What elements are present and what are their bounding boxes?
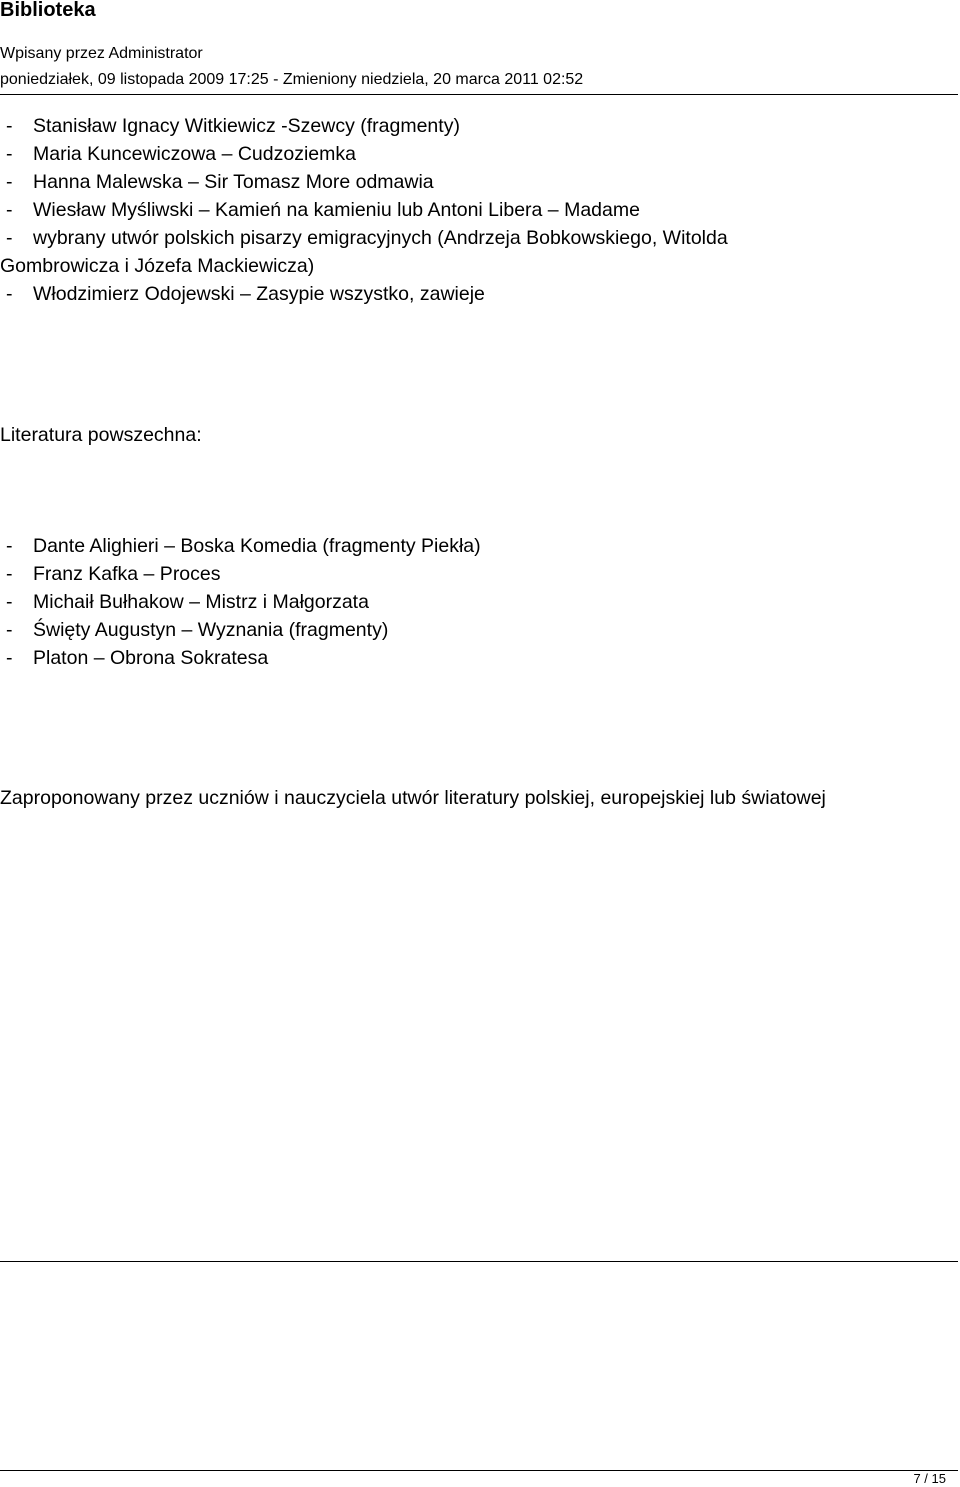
list-item: - Maria Kuncewiczowa – Cudzoziemka (6, 143, 356, 165)
list-item-continuation: Gombrowicza i Józefa Mackiewicza) (0, 255, 315, 277)
list-item: - Włodzimierz Odojewski – Zasypie wszystko, zawieje (6, 283, 485, 305)
list-item: - Franz Kafka – Proces (6, 563, 221, 585)
footer-divider (0, 1470, 958, 1471)
date-line: poniedziałek, 09 listopada 2009 17:25 - Zmieniony niedziela, 20 marca 2011 02:52 (0, 71, 584, 88)
list-item: - Wiesław Myśliwski – Kamień na kamieniu lub Antoni Libera – Madame (6, 199, 640, 221)
list-item: - Święty Augustyn – Wyznania (fragmenty) (6, 619, 389, 641)
list-item: - Michaił Bułhakow – Mistrz i Małgorzata (6, 591, 369, 613)
site-title: Biblioteka (0, 0, 96, 21)
proposed-work-line: Zaproponowany przez uczniów i nauczyciela utwór literatury polskiej, europejskiej lub światowej (0, 787, 826, 809)
list-item: - Hanna Malewska – Sir Tomasz More odmawia (6, 171, 434, 193)
list-item: - Stanisław Ignacy Witkiewicz -Szewcy (fragmenty) (6, 115, 460, 137)
author-line: Wpisany przez Administrator (0, 45, 203, 62)
list-item: - Platon – Obrona Sokratesa (6, 647, 269, 669)
list-item: - Dante Alighieri – Boska Komedia (fragmenty Piekła) (6, 535, 481, 557)
section-heading: Literatura powszechna: (0, 424, 202, 446)
header-divider (0, 94, 958, 95)
content-end-divider (0, 1261, 958, 1262)
list-item: - wybrany utwór polskich pisarzy emigracyjnych (Andrzeja Bobkowskiego, Witolda (6, 227, 728, 249)
page-number: 7 / 15 (913, 1471, 946, 1486)
